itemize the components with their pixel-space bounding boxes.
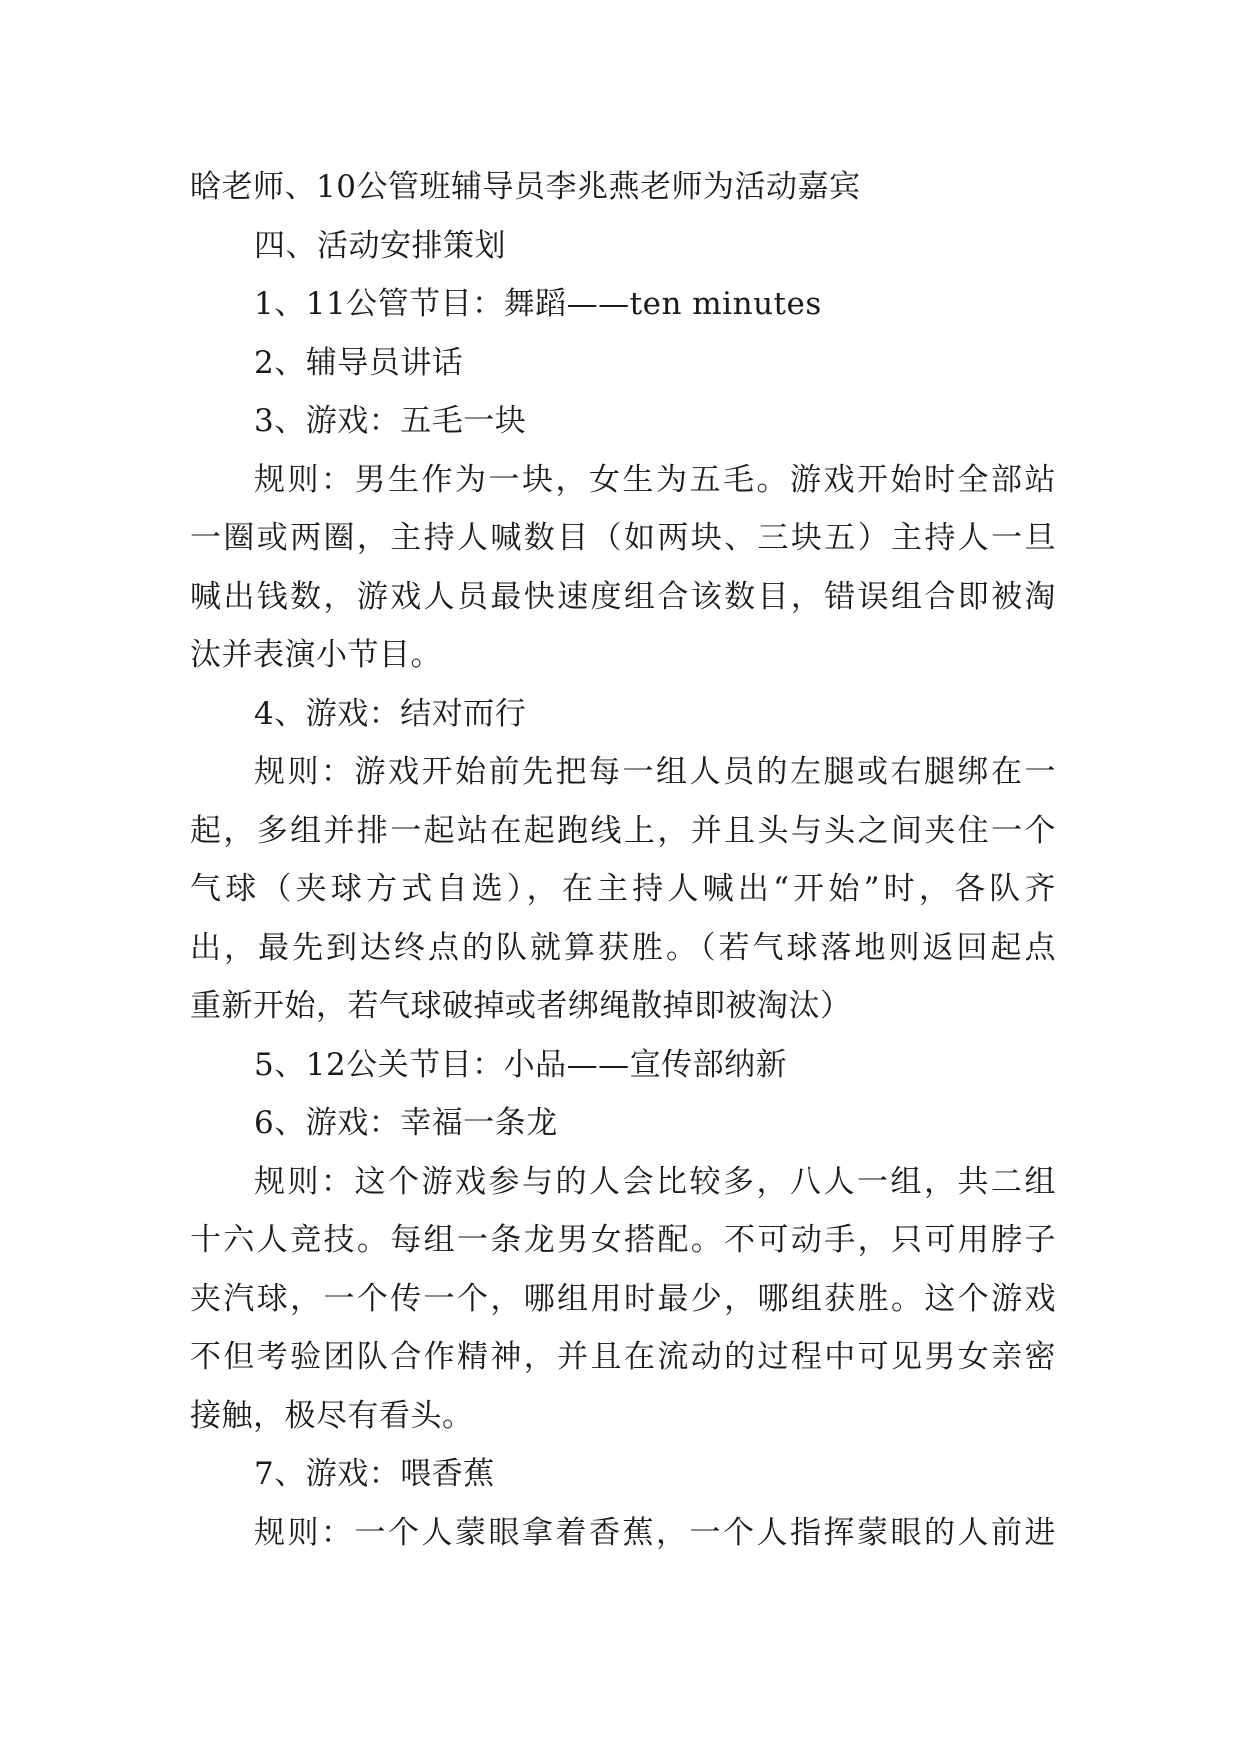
rule-paragraph-line: 接触，极尽有看头。 [190,1397,474,1434]
list-item: 6、游戏：幸福一条龙 [254,1105,558,1141]
rule-paragraph-line: 不但考验团队合作精神，并且在流动的过程中可见男女亲密 [190,1339,1056,1375]
document-body [190,158,1056,1562]
text-line: 晗老师、10公管班辅导员李兆燕老师为活动嘉宾 [190,169,861,205]
list-item: 1、11公管节目：舞蹈——ten minutes [254,286,822,322]
rule-paragraph-line: 气球（夹球方式自选），在主持人喊出“开始”时，各队齐 [190,871,1056,907]
rule-paragraph-line: 出，最先到达终点的队就算获胜。（若气球落地则返回起点 [190,929,1056,966]
rule-paragraph-line: 喊出钱数，游戏人员最快速度组合该数目，错误组合即被淘 [190,578,1056,615]
rule-paragraph-line: 规则：这个游戏参与的人会比较多，八人一组，共二组 [254,1163,1056,1200]
rule-paragraph-line: 汰并表演小节目。 [190,637,442,673]
list-item: 5、12公关节目：小品——宣传部纳新 [254,1046,788,1083]
rule-paragraph-line: 重新开始，若气球破掉或者绑绳散掉即被淘汰） [190,988,852,1024]
list-item: 4、游戏：结对而行 [254,695,527,732]
list-item: 3、游戏：五毛一块 [254,403,527,439]
rule-paragraph-line: 规则：游戏开始前先把每一组人员的左腿或右腿绑在一 [254,754,1056,790]
list-item: 7、游戏：喂香蕉 [254,1456,495,1492]
rule-paragraph-line: 一圈或两圈，主持人喊数目（如两块、三块五）主持人一旦 [190,520,1056,556]
rule-paragraph-line: 起，多组并排一起站在起跑线上，并且头与头之间夹住一个 [190,812,1056,849]
list-item: 2、辅导员讲话 [254,344,464,381]
rule-paragraph-line: 规则：一个人蒙眼拿着香蕉，一个人指挥蒙眼的人前进 [254,1514,1056,1551]
section-heading: 四、活动安排策划 [254,227,506,264]
rule-paragraph-line: 夹汽球，一个传一个，哪组用时最少，哪组获胜。这个游戏 [190,1280,1056,1317]
rule-paragraph-line: 十六人竞技。每组一条龙男女搭配。不可动手，只可用脖子 [190,1222,1056,1258]
rule-paragraph-line: 规则：男生作为一块，女生为五毛。游戏开始时全部站 [254,461,1056,498]
